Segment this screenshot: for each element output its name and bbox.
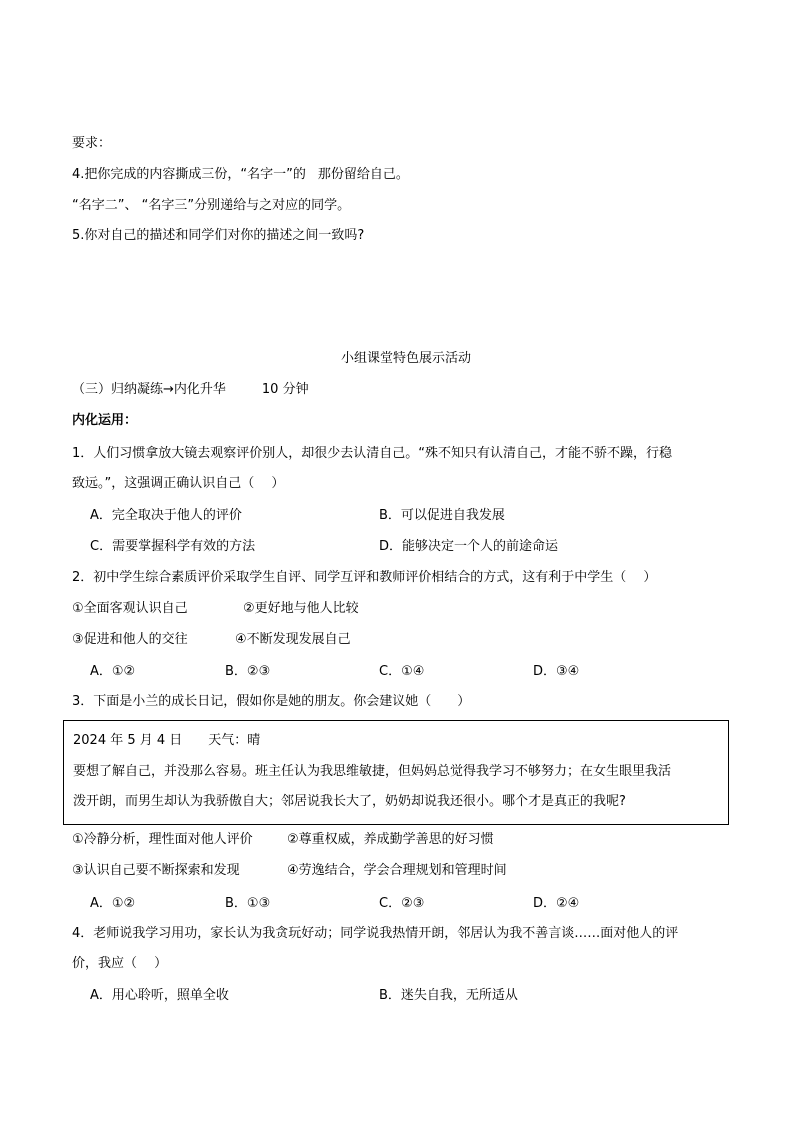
q3-item-4: ④劳逸结合，学会合理规划和管理时间	[287, 863, 507, 878]
requirement-item-4-part1: 4.把你完成的内容撕成三份，“名字一”的	[72, 167, 306, 182]
q2-option-a: A．①②	[90, 664, 136, 679]
requirement-item-5: 5.你对自己的描述和同学们对你的描述之间一致吗?	[72, 228, 365, 243]
q2-item-3: ③促进和他人的交往	[72, 632, 188, 647]
section-3-time: 10 分钟	[261, 382, 309, 397]
q3-stem: 3．下面是小兰的成长日记，假如你是她的朋友。你会建议她（ ）	[72, 694, 471, 709]
q2-item-2: ②更好地与他人比较	[243, 601, 359, 616]
diary-box	[63, 720, 729, 825]
diary-weather: 天气：晴	[208, 733, 261, 748]
q3-option-b: B．①③	[225, 896, 271, 911]
q1-stem-line1: 1．人们习惯拿放大镜去观察评价别人，却很少去认清自己。“殊不知只有认清自己，才能不骄不躁，行稳	[72, 446, 673, 461]
q1-option-d: D．能够决定一个人的前途命运	[379, 539, 559, 554]
q3-option-c: C．②③	[379, 896, 425, 911]
q4-stem-line1: 4．老师说我学习用功，家长认为我贪玩好动；同学说我热情开朗，邻居认为我不善言谈……面对他人的评	[72, 926, 679, 941]
section-3-heading	[72, 381, 309, 399]
q3-option-d: D．②④	[533, 896, 580, 911]
q3-option-a: A．①②	[90, 896, 136, 911]
requirement-item-4-line2: “名字二”、 “名字三”分别递给与之对应的同学。	[72, 198, 351, 213]
q4-stem-line2: 价，我应（ ）	[72, 956, 168, 971]
q2-item-1: ①全面客观认识自己	[72, 601, 188, 616]
q1-option-b: B．可以促进自我发展	[379, 508, 505, 523]
q2-option-c: C．①④	[379, 664, 425, 679]
activity-title: 小组课堂特色展示活动	[341, 351, 472, 366]
diary-line-1: 要想了解自己，并没那么容易。班主任认为我思维敏捷，但妈妈总觉得我学习不够努力；在女生眼里我活	[73, 764, 672, 779]
q1-stem-line2: 致远。”，这强调正确认识自己（ ）	[72, 476, 285, 491]
requirements-heading: 要求：	[72, 136, 112, 151]
q2-option-b: B．②③	[225, 664, 271, 679]
q4-option-a: A．用心聆听，照单全收	[90, 988, 229, 1003]
q3-item-2: ②尊重权威，养成勤学善思的好习惯	[287, 832, 494, 847]
q4-option-b: B．迷失自我，无所适从	[379, 988, 518, 1003]
q1-option-c: C．需要掌握科学有效的方法	[90, 539, 256, 554]
q2-option-d: D．③④	[533, 664, 580, 679]
practice-heading: 内化运用：	[72, 413, 138, 428]
requirement-item-4	[72, 166, 409, 184]
section-3-label: （三）归纳凝练→内化升华	[72, 382, 226, 397]
q2-item-4: ④不断发现发展自己	[235, 632, 351, 647]
q2-stem: 2．初中学生综合素质评价采取学生自评、同学互评和教师评价相结合的方式，这有利于中学生（ ）	[72, 570, 657, 585]
requirement-item-4-part2: 那份留给自己。	[317, 167, 409, 182]
diary-header	[73, 732, 260, 750]
q3-item-3: ③认识自己要不断探索和发现	[72, 863, 240, 878]
diary-line-2: 泼开朗，而男生却认为我骄傲自大；邻居说我长大了，奶奶却说我还很小。哪个才是真正的我呢?	[73, 794, 626, 809]
q1-option-a: A．完全取决于他人的评价	[90, 508, 242, 523]
q3-item-1: ①冷静分析，理性面对他人评价	[72, 832, 253, 847]
diary-date: 2024 年 5 月 4 日	[73, 733, 183, 748]
